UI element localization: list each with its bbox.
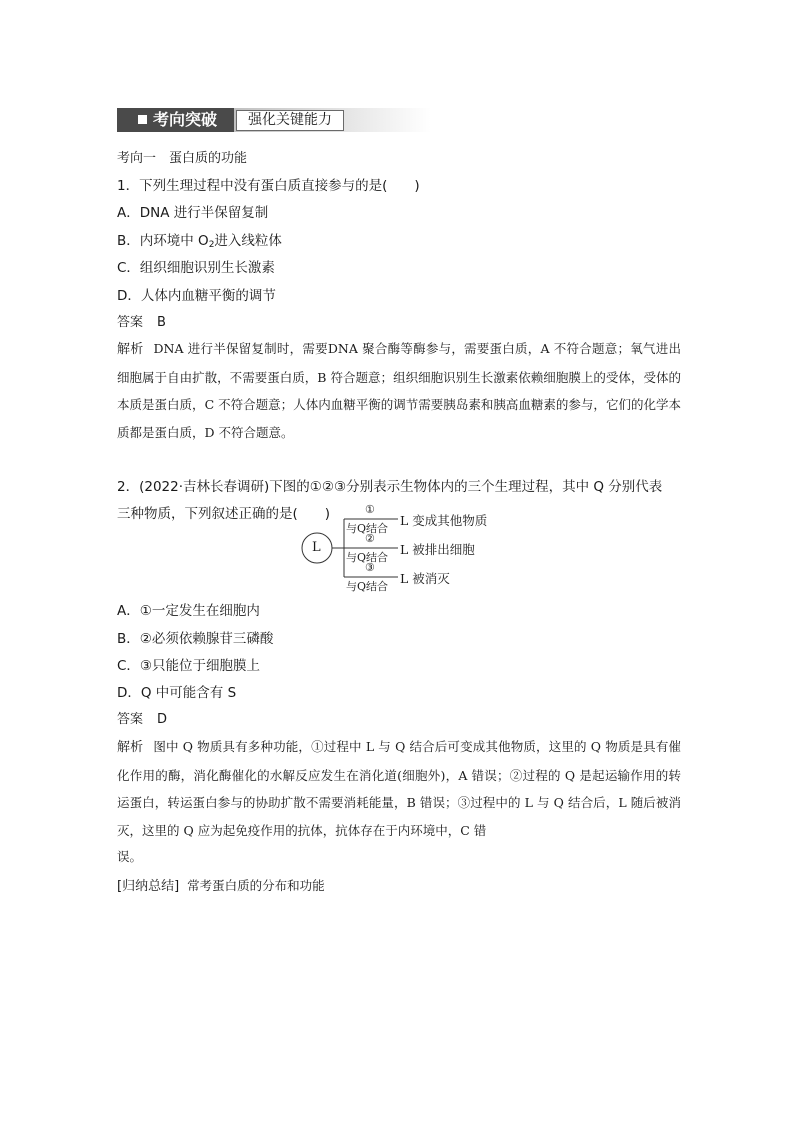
q2-option-a: A．①一定发生在细胞内 [117, 603, 260, 619]
q1-option-d: D．人体内血糖平衡的调节 [117, 288, 276, 304]
q1-stem: 1．下列生理过程中没有蛋白质直接参与的是( ) [117, 178, 420, 194]
diagram-center-L: L [312, 540, 321, 555]
q2-explanation-tail-line [117, 843, 681, 871]
q2-stem-line2: 三种物质，下列叙述正确的是( ) [117, 506, 331, 522]
q2-explanation-tail: 误。 [117, 849, 143, 864]
diagram-branch2-num: ② [365, 532, 375, 545]
process-diagram [300, 502, 500, 594]
summary [117, 876, 325, 897]
q2-option-c: C．③只能位于细胞膜上 [117, 658, 261, 674]
q2-explanation-text: 图中 Q 物质具有多种功能，①过程中 L 与 Q 结合后可变成其他物质，这里的 Q 物质是具有催化作用的酶，消化酶催化的水解反应发生在消化道(细胞外)，A 错误；②过程的 Q 是起运输作用的转运蛋白，转运蛋白参与的协助扩散不需要消耗能量，B 错误；③过程中的 L 与 Q 结合后，L 随后被消灭，这里的 Q 应为起免疫作用的抗体，抗体存在于内环境中，C 错 [117, 739, 681, 838]
q1-answer [117, 313, 166, 333]
diagram-branch2-outcome: L 被排出细胞 [400, 542, 475, 557]
q2-answer-label: 答案 [117, 712, 144, 727]
q2-stem-line1: 2．(2022·吉林长春调研)下图的①②③分别表示生物体内的三个生理过程，其中 Q 分别代表 [117, 479, 663, 495]
q2-explanation [117, 733, 681, 844]
diagram-branch3-condition: 与Q结合 [346, 580, 389, 593]
q1-answer-label: 答案 [117, 315, 144, 330]
diagram-branch1-num: ① [365, 503, 375, 516]
q2-option-d: D．Q 中可能含有 S [117, 685, 237, 701]
q1-option-c: C．组织细胞识别生长激素 [117, 260, 275, 276]
q2-answer [117, 710, 167, 730]
q2-answer-value: D [157, 712, 168, 727]
q1-option-a: A．DNA 进行半保留复制 [117, 205, 269, 221]
q1-explanation [117, 335, 681, 446]
q2-explanation-label: 解析 [117, 740, 144, 755]
banner-title: 考向突破 [153, 110, 218, 129]
summary-label: [归纳总结] [117, 879, 180, 894]
banner-subtitle: 强化关键能力 [236, 110, 344, 131]
q2-option-b: B．②必须依赖腺苷三磷酸 [117, 631, 274, 647]
diagram-branch2-condition: 与Q结合 [346, 551, 389, 564]
diagram-branch3-num: ③ [365, 561, 375, 574]
summary-text: 常考蛋白质的分布和功能 [187, 878, 325, 893]
q1-explanation-text: DNA 进行半保留复制时，需要DNA 聚合酶等酶参与，需要蛋白质，A 不符合题意；氧气进出细胞属于自由扩散，不需要蛋白质，B 符合题意；组织细胞识别生长激素依赖细胞膜上的受体，受体的本质是蛋白质，C 不符合题意；人体内血糖平衡的调节需要胰岛素和胰高血糖素的参与，它们的化学本质都是蛋白质，D 不符合题意。 [117, 341, 681, 440]
q1-option-b: B．内环境中 $O_2$进入线粒体 [117, 233, 282, 250]
q1-answer-value: B [157, 315, 166, 330]
diagram-branch3-outcome: L 被消灭 [400, 571, 450, 586]
diagram-branch1-outcome: L 变成其他物质 [400, 513, 488, 528]
q1-explanation-label: 解析 [117, 342, 144, 357]
square-icon [138, 115, 147, 124]
section-banner [117, 101, 431, 132]
section-heading: 考向一 蛋白质的功能 [117, 151, 248, 166]
diagram-branch1-condition: 与Q结合 [346, 522, 389, 535]
